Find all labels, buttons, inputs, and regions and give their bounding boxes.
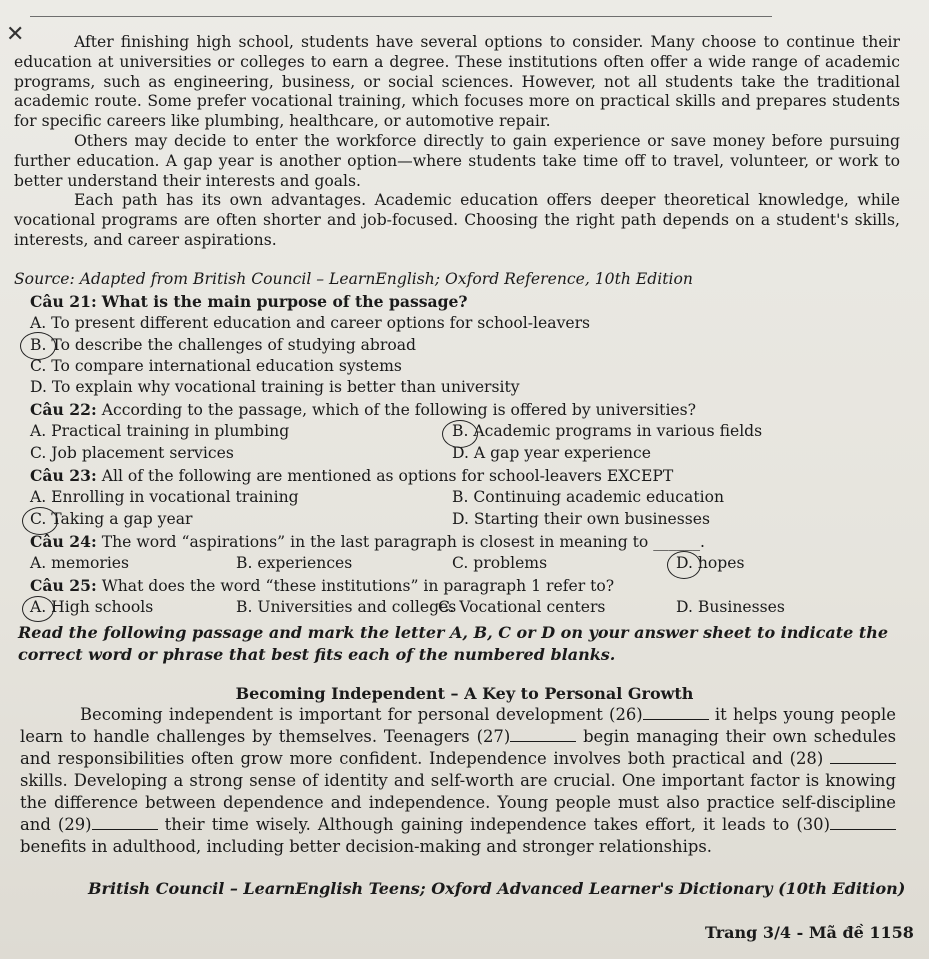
passage-2-sentence-1: Becoming independent is important for personal development (26) xyxy=(80,705,643,724)
question-23-option-c[interactable]: C. Taking a gap year xyxy=(30,510,193,528)
answer-circle-mark xyxy=(667,551,701,579)
blank-29[interactable] xyxy=(92,815,158,830)
question-22 xyxy=(30,400,696,419)
question-25-option-a[interactable]: A. High schools xyxy=(30,598,154,616)
blank-27[interactable] xyxy=(510,727,576,742)
question-23-option-d[interactable]: D. Starting their own businesses xyxy=(452,510,710,528)
section-instruction: Read the following passage and mark the letter A, B, C or D on your answer sheet to indicate the correct word or phrase that best fits each of the numbered blanks. xyxy=(18,623,889,664)
question-21-option-b[interactable]: B. To describe the challenges of studying abroad xyxy=(30,336,417,354)
passage-2-sentence-5: their time wisely. Although gaining independence takes effort, it leads to (30) xyxy=(157,815,830,834)
passage-1-paragraph-1: After finishing high school, students have several options to consider. Many choose to continue their education at universities or colleges to earn a degree. These institutions often offer a wide range of academic programs, such as engineering, business, or social sciences. However, not all students take the traditional academic route. Some prefer vocational training, which focuses more on practical skills and prepares students for specific careers like plumbing, healthcare, or automotive repair. xyxy=(14,33,900,131)
blank-30[interactable] xyxy=(830,815,896,830)
answer-circle-mark xyxy=(20,332,56,360)
question-23-number: Câu 23: xyxy=(30,466,97,485)
passage-2-sentence-6: benefits in adulthood, including better decision-making and stronger relationships. xyxy=(20,837,712,856)
passage-1-paragraph-3: Each path has its own advantages. Academic education offers deeper theoretical knowledge, while vocational programs are often shorter and job-focused. Choosing the right path depends on a student's skills, interests, and career aspirations. xyxy=(14,191,900,249)
top-rule xyxy=(30,16,772,17)
question-25 xyxy=(30,576,614,595)
answer-circle-mark xyxy=(442,420,478,448)
passage-1-paragraph-2: Others may decide to enter the workforce directly to gain experience or save money before pursuing further education. A gap year is another option—where students take time off to travel, volunteer, or work to better understand their interests and goals. xyxy=(14,131,900,190)
passage-2-sentence-2: it helps young people learn to handle challenges by themselves. Teenagers (27) xyxy=(20,705,896,746)
question-22-text: According to the passage, which of the following is offered by universities? xyxy=(101,401,697,419)
question-24-option-c[interactable]: C. problems xyxy=(452,554,548,572)
answer-circle-mark xyxy=(22,507,58,535)
question-22-option-a[interactable]: A. Practical training in plumbing xyxy=(30,422,290,440)
blank-28[interactable] xyxy=(830,749,896,764)
question-23-option-b[interactable]: B. Continuing academic education xyxy=(452,488,725,506)
question-24-option-b[interactable]: B. experiences xyxy=(236,554,353,572)
question-21-option-a[interactable]: A. To present different education and career options for school-leavers xyxy=(30,314,591,332)
passage-2-sentence-3: begin managing their own schedules and responsibilities often grow more confident. Independence involves both practical and (28) xyxy=(20,727,896,768)
passage-2 xyxy=(20,704,896,858)
question-25-option-d[interactable]: D. Businesses xyxy=(676,598,785,616)
question-24 xyxy=(30,532,705,551)
answer-circle-mark xyxy=(22,596,54,622)
question-23-option-a[interactable]: A. Enrolling in vocational training xyxy=(30,488,299,506)
question-25-option-c[interactable]: C. Vocational centers xyxy=(438,598,606,616)
passage-2-sentence-4: skills. Developing a strong sense of identity and self-worth are crucial. One important factor is knowing the difference between dependence and independence. Young people must also practice self-discipline and (29) xyxy=(20,771,896,834)
passage-1-source: Source: Adapted from British Council – LearnEnglish; Oxford Reference, 10th Edition xyxy=(14,270,693,288)
question-22-option-d[interactable]: D. A gap year experience xyxy=(452,444,651,462)
question-25-option-b[interactable]: B. Universities and colleges xyxy=(236,598,457,616)
question-21 xyxy=(30,292,468,311)
passage-1 xyxy=(14,33,900,251)
question-24-text: The word “aspirations” in the last paragraph is closest in meaning to ______. xyxy=(101,533,705,551)
question-21-number: Câu 21: xyxy=(30,292,97,311)
question-25-text: What does the word “these institutions” in paragraph 1 refer to? xyxy=(101,577,615,595)
page-footer: Trang 3/4 - Mã đề 1158 xyxy=(705,923,914,942)
question-22-number: Câu 22: xyxy=(30,400,97,419)
passage-2-paragraph xyxy=(20,704,896,858)
passage-2-title: Becoming Independent – A Key to Personal Growth xyxy=(235,684,694,703)
cross-mark-icon: ✕ xyxy=(6,22,25,47)
passage-2-source: British Council – LearnEnglish Teens; Oxford Advanced Learner's Dictionary (10th Edition) xyxy=(88,879,906,898)
question-25-number: Câu 25: xyxy=(30,576,97,595)
question-21-option-d[interactable]: D. To explain why vocational training is better than university xyxy=(30,378,520,396)
question-21-text: What is the main purpose of the passage? xyxy=(101,292,468,311)
question-22-option-c[interactable]: C. Job placement services xyxy=(30,444,234,462)
question-23 xyxy=(30,466,673,485)
question-24-option-d[interactable]: D. hopes xyxy=(676,554,745,572)
blank-26[interactable] xyxy=(643,705,709,720)
question-21-option-c[interactable]: C. To compare international education systems xyxy=(30,357,402,375)
question-23-text: All of the following are mentioned as options for school-leavers EXCEPT xyxy=(101,467,674,485)
question-24-option-a[interactable]: A. memories xyxy=(30,554,130,572)
question-22-option-b[interactable]: B. Academic programs in various fields xyxy=(452,422,763,440)
question-24-number: Câu 24: xyxy=(30,532,97,551)
